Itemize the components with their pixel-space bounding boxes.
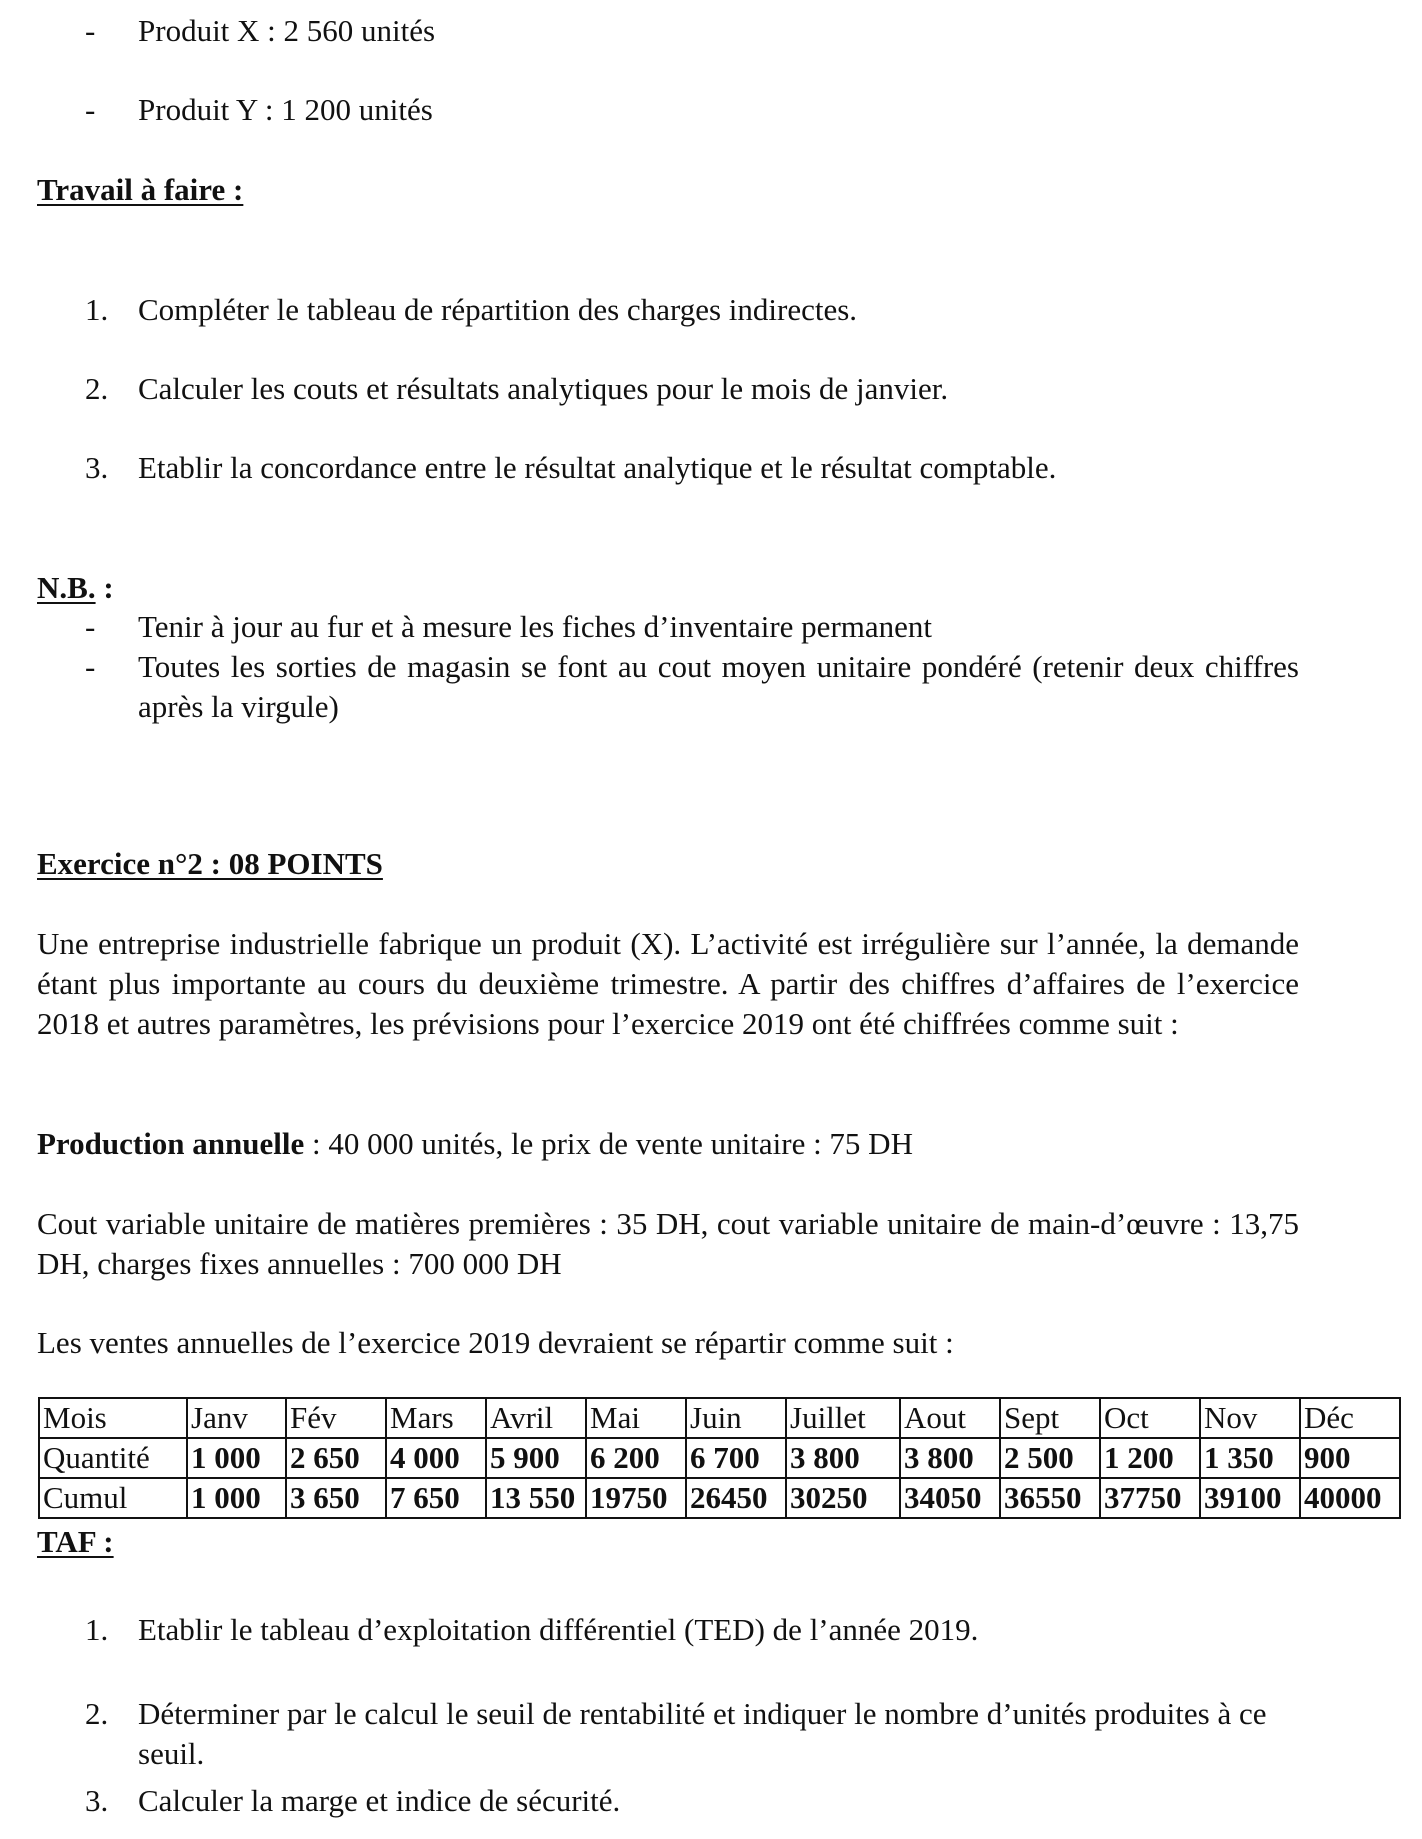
table-cell-cumul: 13 550 <box>486 1478 586 1518</box>
table-cell-quantity: 2 500 <box>1000 1438 1100 1478</box>
table-cell-cumul: 7 650 <box>386 1478 486 1518</box>
table-cell-month: Déc <box>1300 1398 1400 1438</box>
production-label: Production annuelle <box>37 1126 305 1161</box>
table-cell-quantity: 4 000 <box>386 1438 486 1478</box>
table-cell-cumul: 39100 <box>1200 1478 1300 1518</box>
table-cell-quantity: 1 000 <box>187 1438 286 1478</box>
table-cell-month: Juillet <box>786 1398 900 1438</box>
table-cell-quantity: 1 350 <box>1200 1438 1300 1478</box>
ventes-intro: Les ventes annuelles de l’exercice 2019 devraient se répartir comme suit : <box>37 1325 954 1360</box>
list-item-produit-y: Produit Y : 1 200 unités <box>138 92 433 127</box>
list-number: 2. <box>85 1696 109 1731</box>
exercice-intro: Une entreprise industrielle fabrique un produit (X). L’activité est irrégulière sur l’année, la demande étant plus importante au cours du deuxième trimestre. A partir des chiffres d’affaires de l’exercice 2018 et autres paramètres, les prévisions pour l’exercice 2019 ont été chiffrées comme suit : <box>37 926 1299 1041</box>
table-cell-cumul: 37750 <box>1100 1478 1200 1518</box>
list-number: 3. <box>85 1783 109 1818</box>
taf-item: Calculer la marge et indice de sécurité. <box>138 1783 621 1818</box>
list-number: 2. <box>85 371 109 406</box>
table-cell-quantity: 2 650 <box>286 1438 386 1478</box>
table-row-quantite <box>39 1438 1400 1478</box>
taf-item: Etablir le tableau d’exploitation différentiel (TED) de l’année 2019. <box>138 1612 979 1647</box>
table-cell-cumul: 3 650 <box>286 1478 386 1518</box>
table-cell-cumul: 34050 <box>900 1478 1000 1518</box>
list-number: 3. <box>85 450 109 485</box>
table-cell-month: Juin <box>686 1398 786 1438</box>
travail-item: Calculer les couts et résultats analytiques pour le mois de janvier. <box>138 371 949 406</box>
table-row-mois <box>39 1398 1400 1438</box>
table-cell-month: Aout <box>900 1398 1000 1438</box>
bullet-dash: - <box>85 609 96 644</box>
nb-heading <box>37 568 114 608</box>
bullet-dash: - <box>85 13 96 48</box>
table-cell-cumul: 1 000 <box>187 1478 286 1518</box>
bullet-dash: - <box>85 92 96 127</box>
nb-item: Toutes les sorties de magasin se font au cout moyen unitaire pondéré (retenir deux chiffres après la virgule) <box>138 649 1299 724</box>
table-cell-month: Fév <box>286 1398 386 1438</box>
production-text: : 40 000 unités, le prix de vente unitaire : 75 DH <box>304 1126 913 1161</box>
travail-item: Compléter le tableau de répartition des charges indirectes. <box>138 292 858 327</box>
table-cell-quantity: 900 <box>1300 1438 1400 1478</box>
table-cell-cumul: 19750 <box>586 1478 686 1518</box>
list-number: 1. <box>85 1612 109 1647</box>
production-line <box>37 1124 913 1164</box>
table-row-cumul <box>39 1478 1400 1518</box>
table-cell-month: Oct <box>1100 1398 1200 1438</box>
sales-table <box>38 1397 1401 1519</box>
table-cell-quantity: 6 700 <box>686 1438 786 1478</box>
list-number: 1. <box>85 292 109 327</box>
table-cell-quantity: 3 800 <box>786 1438 900 1478</box>
table-cell-cumul: 30250 <box>786 1478 900 1518</box>
table-cell-label: Mois <box>39 1398 187 1438</box>
nb-title: N.B. <box>37 570 96 605</box>
table-cell-label: Quantité <box>39 1438 187 1478</box>
travail-item: Etablir la concordance entre le résultat analytique et le résultat comptable. <box>138 450 1057 485</box>
couts-paragraph: Cout variable unitaire de matières premières : 35 DH, cout variable unitaire de main-d’œuvre : 13,75 DH, charges fixes annuelles : 700 000 DH <box>37 1206 1299 1281</box>
travail-title: Travail à faire : <box>37 172 244 207</box>
exercice-title: Exercice n°2 : 08 POINTS <box>37 846 383 881</box>
table-cell-month: Janv <box>187 1398 286 1438</box>
table-cell-month: Nov <box>1200 1398 1300 1438</box>
table-cell-month: Mai <box>586 1398 686 1438</box>
table-cell-quantity: 1 200 <box>1100 1438 1200 1478</box>
table-cell-month: Avril <box>486 1398 586 1438</box>
taf-item: Déterminer par le calcul le seuil de rentabilité et indiquer le nombre d’unités produites à ce seuil. <box>138 1696 1267 1771</box>
table-cell-cumul: 26450 <box>686 1478 786 1518</box>
table-cell-label: Cumul <box>39 1478 187 1518</box>
table-cell-quantity: 3 800 <box>900 1438 1000 1478</box>
list-item-produit-x: Produit X : 2 560 unités <box>138 13 436 48</box>
bullet-dash: - <box>85 649 96 684</box>
table-cell-cumul: 36550 <box>1000 1478 1100 1518</box>
table-cell-quantity: 5 900 <box>486 1438 586 1478</box>
nb-colon: : <box>103 570 114 605</box>
taf-title: TAF : <box>37 1524 114 1559</box>
table-cell-month: Mars <box>386 1398 486 1438</box>
table-cell-month: Sept <box>1000 1398 1100 1438</box>
nb-item: Tenir à jour au fur et à mesure les fiches d’inventaire permanent <box>138 609 933 644</box>
table-cell-cumul: 40000 <box>1300 1478 1400 1518</box>
table-cell-quantity: 6 200 <box>586 1438 686 1478</box>
